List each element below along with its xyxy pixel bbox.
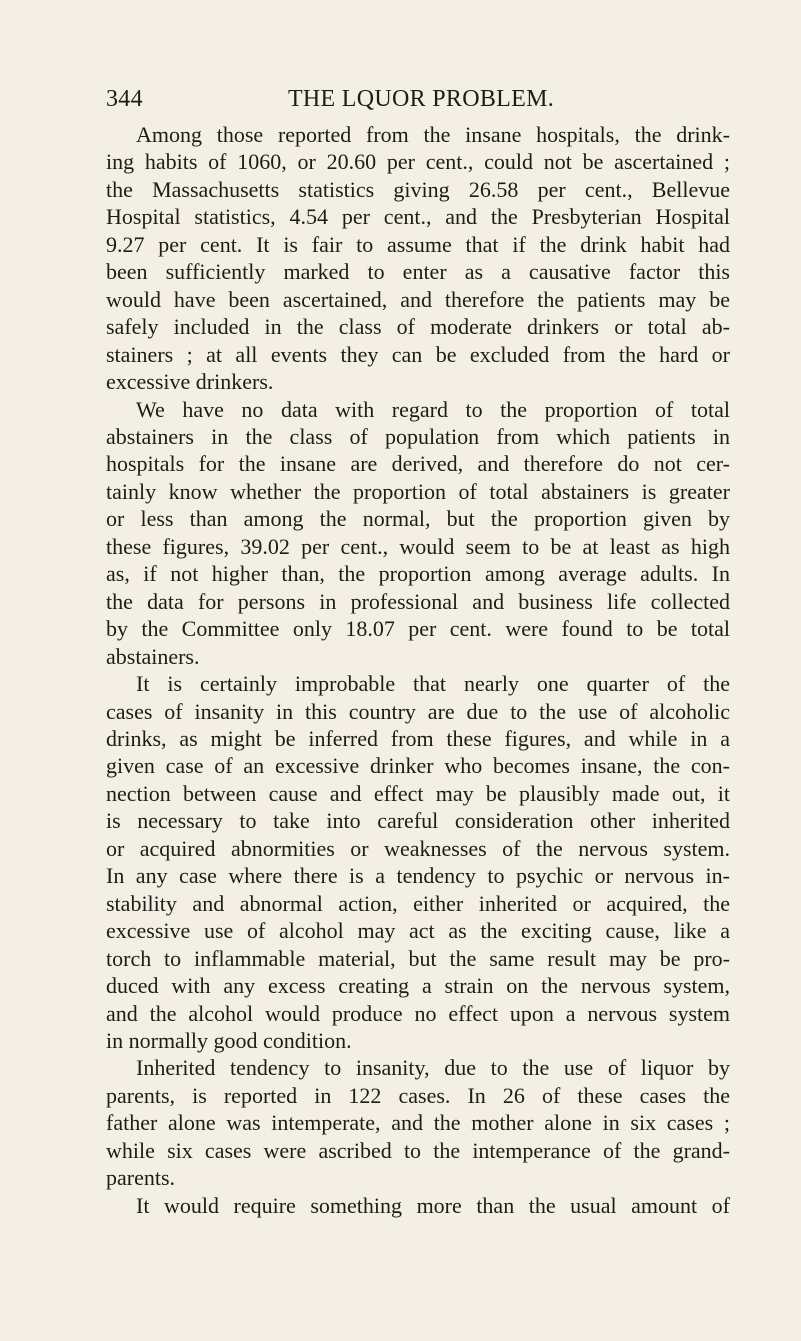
text-line: the data for persons in professional and business life collected xyxy=(106,588,730,614)
running-title: THE LQUOR PROBLEM. xyxy=(287,86,555,112)
text-line: as, if not higher than, the proportion among average adults. In xyxy=(106,561,730,587)
text-line: drinks, as might be inferred from these figures, and while in a xyxy=(106,725,730,751)
text-line: In any case where there is a tendency to psychic or nervous in- xyxy=(106,863,730,889)
text-line: Hospital statistics, 4.54 per cent., and the Presbyterian Hospital xyxy=(106,204,730,230)
text-line: been sufficiently marked to enter as a causative factor this xyxy=(106,259,730,285)
text-line: abstainers. xyxy=(106,643,200,669)
body-text xyxy=(106,121,730,1219)
page-number: 344 xyxy=(106,86,143,112)
text-line: Inherited tendency to insanity, due to the use of liquor by xyxy=(136,1055,730,1081)
text-line: is necessary to take into careful consideration other inherited xyxy=(106,808,730,834)
text-line: these figures, 39.02 per cent., would seem to be at least as high xyxy=(106,533,730,559)
text-line: 9.27 per cent. It is fair to assume that if the drink habit had xyxy=(106,231,730,257)
paragraph xyxy=(106,1192,730,1219)
text-line: ing habits of 1060, or 20.60 per cent., could not be ascertained ; xyxy=(106,149,730,175)
text-line: given case of an excessive drinker who becomes insane, the con- xyxy=(106,753,730,779)
text-line: safely included in the class of moderate drinkers or total ab- xyxy=(106,314,730,340)
text-line: father alone was intemperate, and the mother alone in six cases ; xyxy=(106,1110,730,1136)
text-line: parents, is reported in 122 cases. In 26 of these cases the xyxy=(106,1082,730,1108)
text-line: stability and abnormal action, either inherited or acquired, the xyxy=(106,890,730,916)
text-line: cases of insanity in this country are due to the use of alcoholic xyxy=(106,698,730,724)
text-line: excessive use of alcohol may act as the exciting cause, like a xyxy=(106,918,730,944)
text-line: We have no data with regard to the proportion of total xyxy=(136,396,730,422)
text-line: excessive drinkers. xyxy=(106,369,274,395)
text-line: tainly know whether the proportion of total abstainers is greater xyxy=(106,478,730,504)
text-line: while six cases were ascribed to the intemperance of the grand- xyxy=(106,1137,730,1163)
text-line: It is certainly improbable that nearly one quarter of the xyxy=(136,671,730,697)
paragraph xyxy=(106,1054,730,1191)
text-line: It would require something more than the usual amount of xyxy=(136,1192,730,1218)
text-line: duced with any excess creating a strain on the nervous system, xyxy=(106,973,730,999)
text-line: stainers ; at all events they can be excluded from the hard or xyxy=(106,341,730,367)
text-line: parents. xyxy=(106,1165,176,1191)
text-line: by the Committee only 18.07 per cent. were found to be total xyxy=(106,616,730,642)
text-line: would have been ascertained, and therefore the patients may be xyxy=(106,286,730,312)
text-line: Among those reported from the insane hospitals, the drink- xyxy=(136,122,730,147)
paragraph xyxy=(106,121,730,396)
paragraph xyxy=(106,670,730,1054)
text-line: or acquired abnormities or weaknesses of the nervous system. xyxy=(106,835,730,861)
text-line: hospitals for the insane are derived, and therefore do not cer- xyxy=(106,451,730,477)
paragraph xyxy=(106,396,730,671)
running-head xyxy=(106,84,736,114)
text-line: nection between cause and effect may be plausibly made out, it xyxy=(106,780,730,806)
text-line: in normally good condition. xyxy=(106,1027,352,1053)
text-line: or less than among the normal, but the proportion given by xyxy=(106,506,730,532)
text-line: the Massachusetts statistics giving 26.58 per cent., Bellevue xyxy=(106,176,730,202)
text-line: abstainers in the class of population from which patients in xyxy=(106,423,730,449)
text-line: and the alcohol would produce no effect upon a nervous system xyxy=(106,1000,730,1026)
text-line: torch to inflammable material, but the same result may be pro- xyxy=(106,945,730,971)
